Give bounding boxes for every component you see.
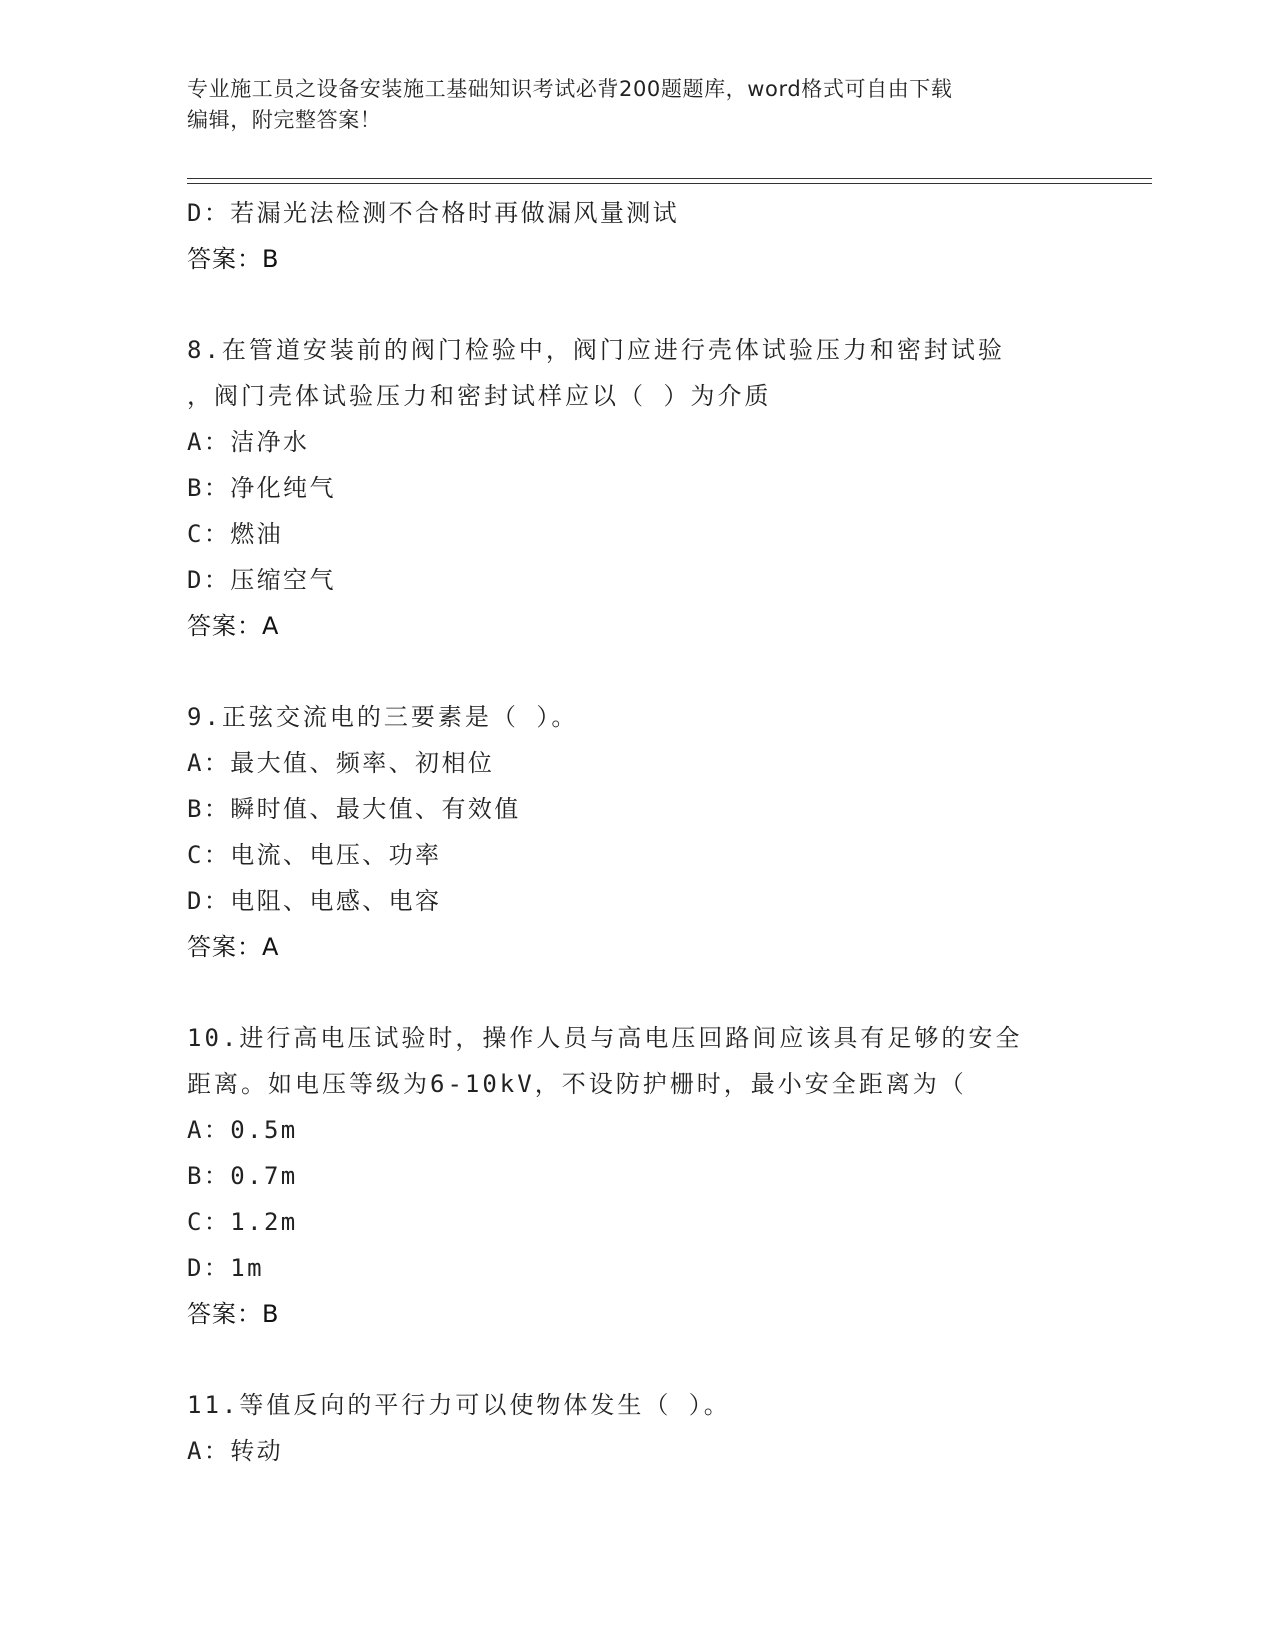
question-stem: 10.进行高电压试验时，操作人员与高电压回路间应该具有足够的安全 — [187, 1024, 1023, 1052]
answer-label: 答案：B — [187, 245, 280, 273]
option-b: B：0.7m — [187, 1162, 298, 1190]
question-8 — [187, 327, 1087, 649]
answer-label: 答案：A — [187, 612, 280, 640]
option-a: A：转动 — [187, 1437, 284, 1465]
answer-label: 答案：B — [187, 1300, 280, 1328]
spacer — [187, 1337, 1087, 1382]
header-divider — [187, 178, 1152, 184]
question-9 — [187, 694, 1087, 970]
question-7-tail — [187, 190, 1087, 282]
question-stem-continued: ，阀门壳体试验压力和密封试样应以（ ）为介质 — [187, 382, 772, 410]
question-11 — [187, 1382, 1087, 1474]
option-d: D：电阻、电感、电容 — [187, 887, 442, 915]
question-stem-continued: 距离。如电压等级为6-10kV，不设防护栅时，最小安全距离为（ — [187, 1070, 967, 1098]
option-d: D：压缩空气 — [187, 566, 336, 594]
option-c: C：1.2m — [187, 1208, 298, 1236]
header-title-line-1: 专业施工员之设备安装施工基础知识考试必背200题题库，word格式可自由下载 — [187, 77, 953, 101]
question-stem: 11.等值反向的平行力可以使物体发生（ ）。 — [187, 1391, 731, 1419]
question-list — [187, 190, 1087, 1474]
option-b: B：瞬时值、最大值、有效值 — [187, 795, 521, 823]
question-stem: 8.在管道安装前的阀门检验中，阀门应进行壳体试验压力和密封试验 — [187, 336, 1005, 364]
question-10 — [187, 1015, 1087, 1337]
question-stem: 9.正弦交流电的三要素是（ ）。 — [187, 703, 579, 731]
document-header — [187, 74, 1067, 136]
answer-label: 答案：A — [187, 933, 280, 961]
spacer — [187, 649, 1087, 694]
option-a: A：最大值、频率、初相位 — [187, 749, 495, 777]
option-c: C：燃油 — [187, 520, 284, 548]
option-c: C：电流、电压、功率 — [187, 841, 442, 869]
spacer — [187, 970, 1087, 1015]
option-a: A：洁净水 — [187, 428, 310, 456]
spacer — [187, 282, 1087, 327]
header-title-line-2: 编辑，附完整答案！ — [187, 108, 382, 132]
option-a: A：0.5m — [187, 1116, 298, 1144]
option-d: D：1m — [187, 1254, 264, 1282]
option-d: D：若漏光法检测不合格时再做漏风量测试 — [187, 199, 680, 227]
option-b: B：净化纯气 — [187, 474, 336, 502]
